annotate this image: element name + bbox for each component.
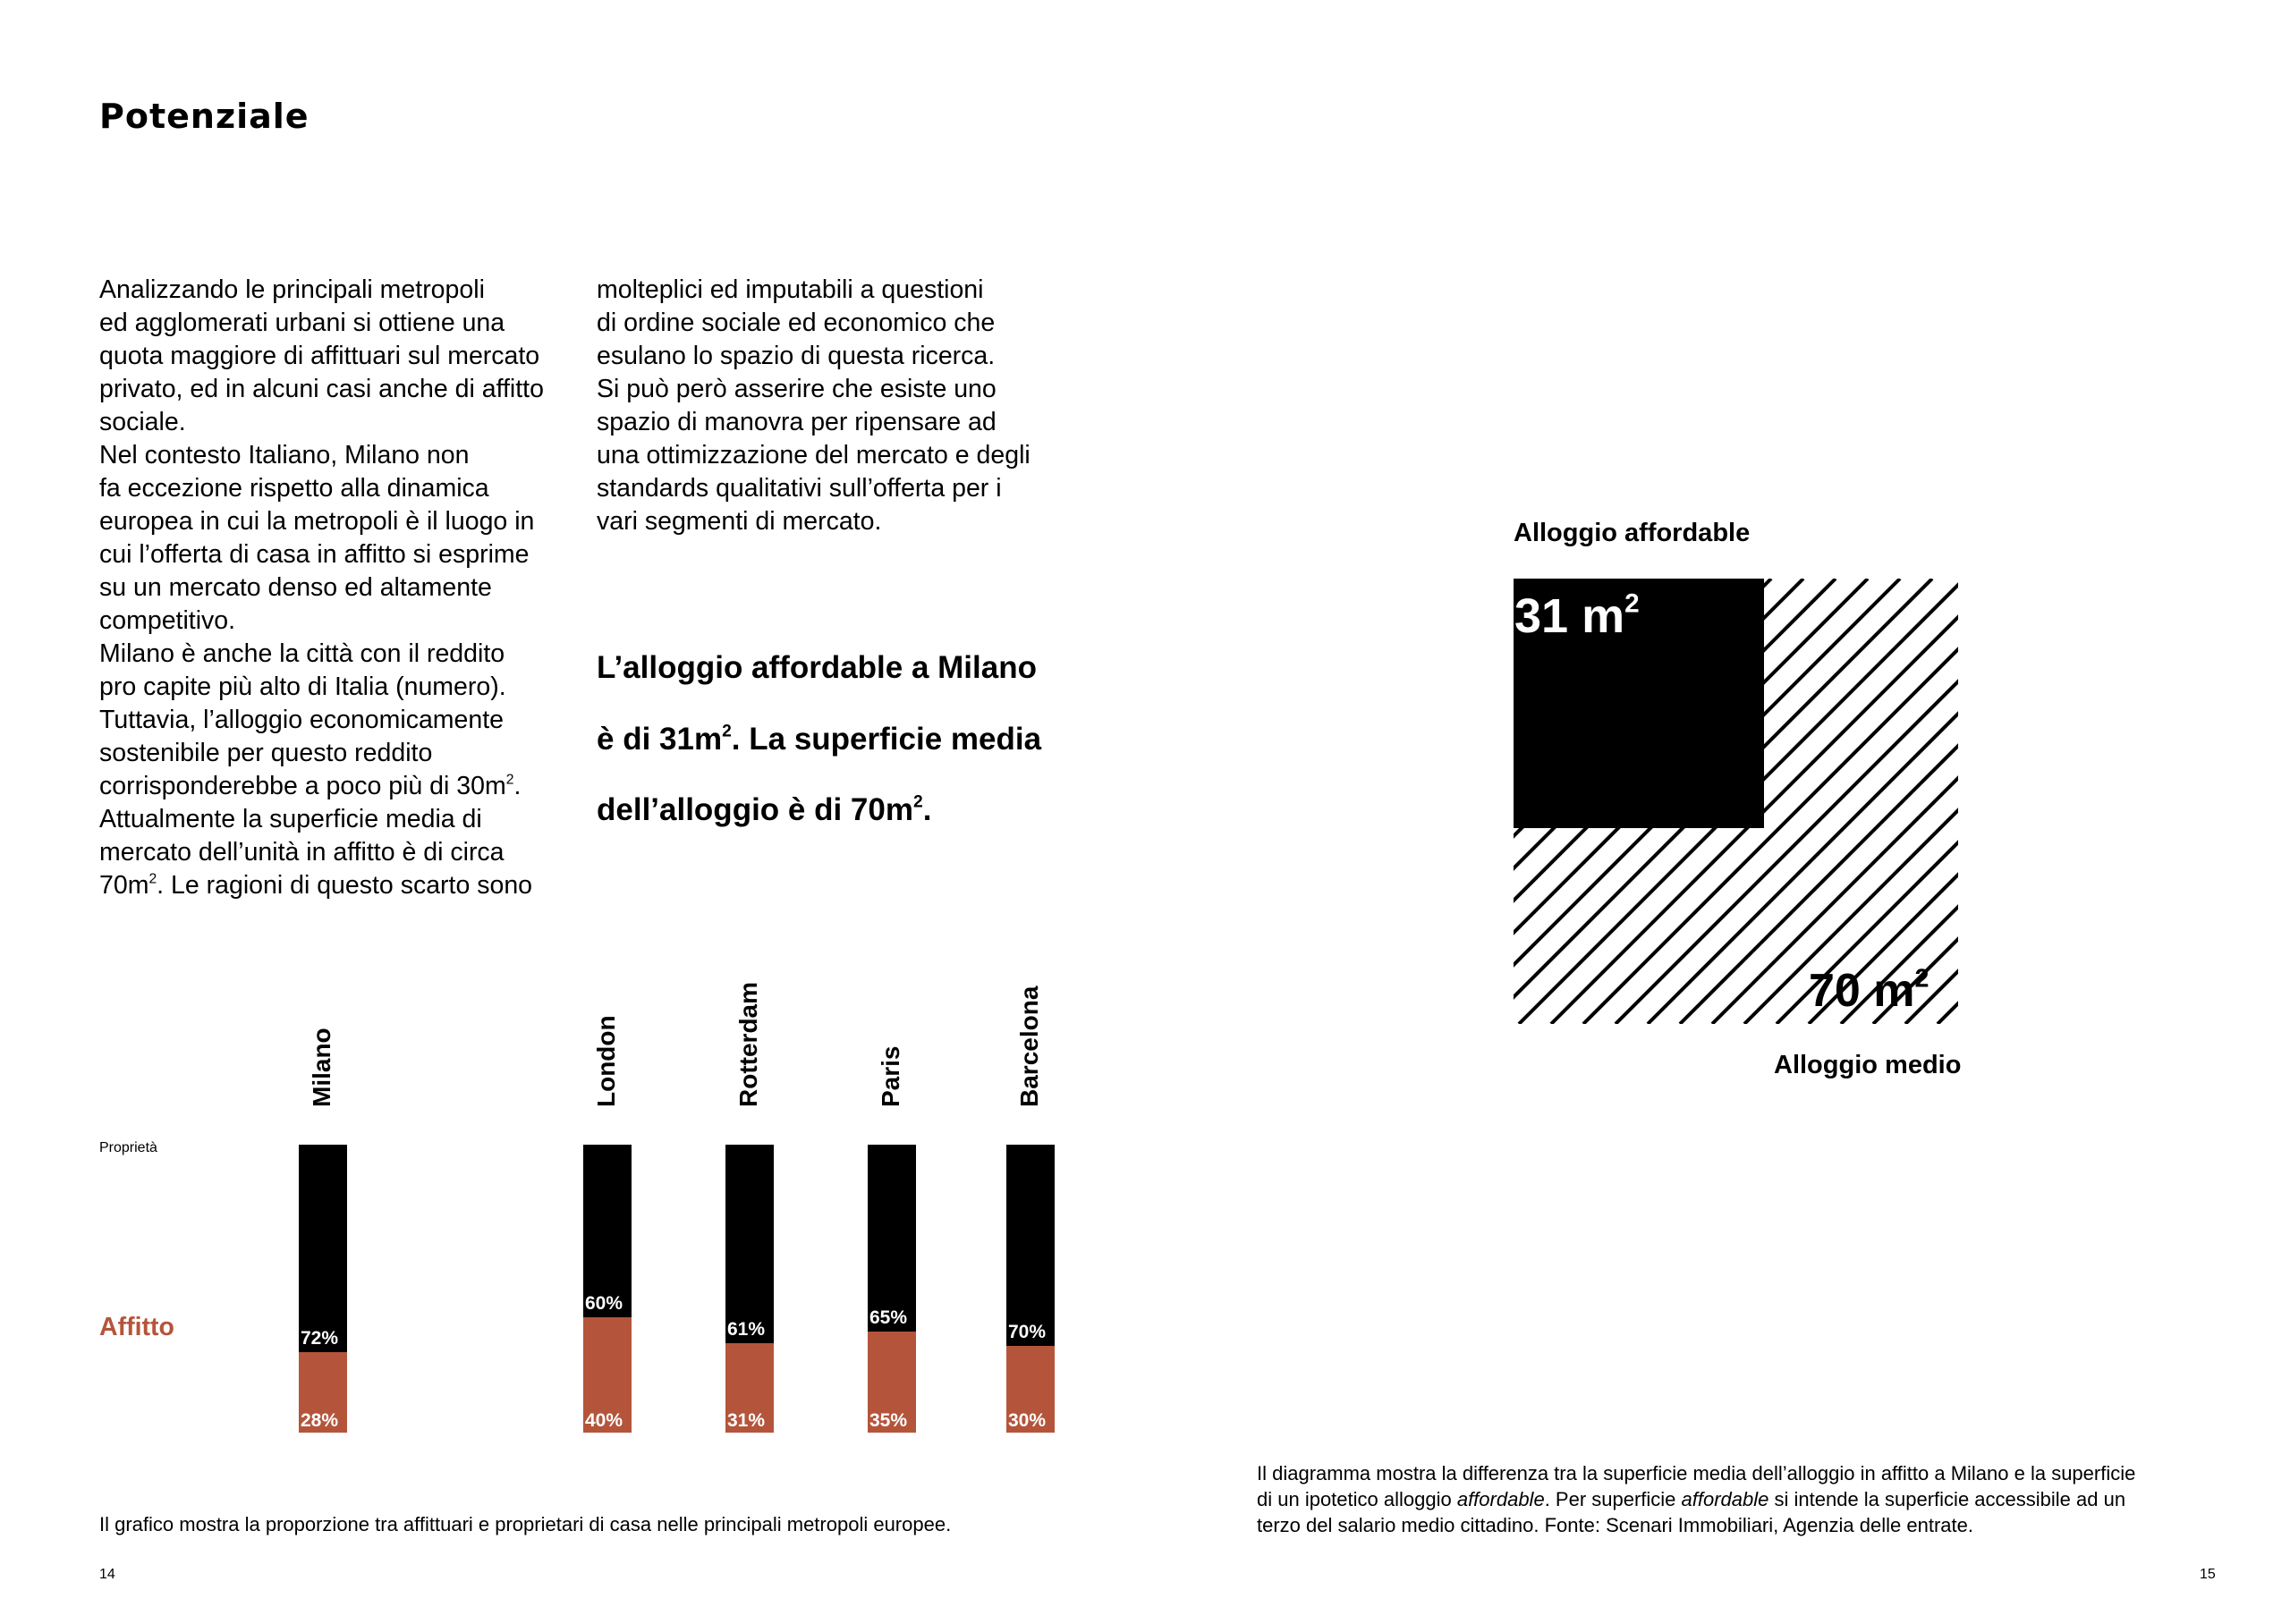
area-diagram-title: Alloggio affordable xyxy=(1514,519,1751,547)
city-label-paris: Paris xyxy=(877,1045,904,1107)
caption-area-diagram xyxy=(1257,1460,2223,1538)
caption-line-3: terzo del salario medio cittadino. Fonte: Scenari Immobiliari, Agenzia delle entrate. xyxy=(1257,1514,1973,1536)
area-comparison-diagram xyxy=(1514,579,1958,1024)
pct-label-affitto-rotterdam: 31% xyxy=(727,1410,766,1431)
affordable-area-label: 31 m xyxy=(1514,589,1625,643)
bar-proprieta-london xyxy=(583,1145,632,1317)
body-text-line: competitivo. xyxy=(99,606,236,635)
caption-text: si intende la superficie accessibile ad un xyxy=(1768,1488,2126,1510)
body-text-line: privato, ed in alcuni casi anche di affitto xyxy=(99,375,544,403)
body-text-line: Nel contesto Italiano, Milano non xyxy=(99,441,470,469)
highlight-line: è di $31m^2$. La superficie media xyxy=(597,721,1042,757)
body-text-line: di ordine sociale ed economico che xyxy=(597,309,996,337)
body-text-line: standards qualitativi sull’offerta per i xyxy=(597,474,1002,503)
legend-label-proprieta: Proprietà xyxy=(99,1140,157,1155)
body-text-line: mercato dell’unità in affitto è di circa xyxy=(99,838,505,867)
city-label-milano: Milano xyxy=(308,1028,335,1107)
city-label-barcelona: Barcelona xyxy=(1015,985,1043,1107)
body-text-line: Milano è anche la città con il reddito xyxy=(99,639,505,668)
caption-text: . Per superficie xyxy=(1544,1488,1682,1510)
body-text-line: sociale. xyxy=(99,408,186,436)
caption-emphasis: affordable xyxy=(1456,1488,1545,1510)
caption-line-1: Il diagramma mostra la differenza tra la superficie media dell’alloggio in affitto a Milano e la superficie xyxy=(1257,1462,2136,1484)
caption-bar-chart: Il grafico mostra la proporzione tra affittuari e proprietari di casa nelle principali metropoli europee. xyxy=(99,1513,952,1535)
city-label-rotterdam: Rotterdam xyxy=(734,981,762,1107)
pct-label-proprieta-barcelona: 70% xyxy=(1008,1322,1047,1343)
average-area-value xyxy=(1809,964,1929,1018)
affordable-area-unit-sup: 2 xyxy=(1624,588,1640,619)
pct-label-proprieta-paris: 65% xyxy=(869,1307,908,1329)
hatch-line xyxy=(1873,579,1958,1024)
body-text-line: vari segmenti di mercato. xyxy=(597,507,882,536)
body-text-line: esulano lo spazio di questa ricerca. xyxy=(597,342,996,370)
body-text-line: ed agglomerati urbani si ottiene una xyxy=(99,309,505,337)
pct-label-affitto-barcelona: 30% xyxy=(1008,1410,1047,1431)
body-text-line: spazio di manovra per ripensare ad xyxy=(597,408,997,436)
body-text-line: cui l’offerta di casa in affitto si esprime xyxy=(99,540,530,569)
body-text-line: su un mercato denso ed altamente xyxy=(99,573,492,602)
pct-label-affitto-paris: 35% xyxy=(869,1410,908,1431)
bar-proprieta-rotterdam xyxy=(725,1145,774,1343)
body-text-line: pro capite più alto di Italia (numero). xyxy=(99,672,506,701)
bar-proprieta-milano xyxy=(299,1145,347,1352)
page-title: Potenziale xyxy=(99,97,310,136)
pct-label-proprieta-rotterdam: 61% xyxy=(727,1319,766,1341)
caption-line-2 xyxy=(1257,1486,2223,1512)
body-text-line: Analizzando le principali metropoli xyxy=(99,275,485,304)
highlight-line: dell’alloggio è di $70m^2$. xyxy=(597,792,932,827)
area-diagram-subtitle: Alloggio medio xyxy=(1774,1051,1962,1079)
body-text-line: fa eccezione rispetto alla dinamica xyxy=(99,474,489,503)
body-text-line: Si può però asserire che esiste uno xyxy=(597,375,997,403)
pct-label-proprieta-milano: 72% xyxy=(301,1327,339,1349)
body-text-line: una ottimizzazione del mercato e degli xyxy=(597,441,1030,469)
bar-proprieta-barcelona xyxy=(1006,1145,1055,1346)
body-text-left-column xyxy=(99,274,582,902)
body-text-line: corrisponderebbe a poco più di $30m^2$. xyxy=(99,772,522,800)
hatch-line xyxy=(1744,579,1958,1024)
pct-label-proprieta-london: 60% xyxy=(585,1293,623,1315)
pct-label-affitto-milano: 28% xyxy=(301,1410,339,1431)
legend-label-affitto: Affitto xyxy=(99,1313,174,1341)
caption-emphasis: affordable xyxy=(1681,1488,1769,1510)
city-label-london: London xyxy=(592,1015,620,1107)
body-text-right-column xyxy=(597,274,1080,538)
average-area-unit-sup: 2 xyxy=(1914,964,1930,994)
highlight-statement xyxy=(597,617,1098,862)
affordable-area-value xyxy=(1514,588,1640,644)
body-text-line: Tuttavia, l’alloggio economicamente xyxy=(99,706,505,734)
pct-label-affitto-london: 40% xyxy=(585,1410,623,1431)
body-text-line: sostenibile per questo reddito xyxy=(99,739,433,767)
bar-proprieta-paris xyxy=(868,1145,916,1332)
body-text-line: $70m^2$. Le ragioni di questo scarto sono xyxy=(99,871,533,900)
body-text-line: Attualmente la superficie media di xyxy=(99,805,482,833)
caption-text: di un ipotetico alloggio xyxy=(1257,1488,1457,1510)
body-text-line: europea in cui la metropoli è il luogo in xyxy=(99,507,535,536)
highlight-line: L’alloggio affordable a Milano xyxy=(597,650,1037,685)
average-area-label: 70 m xyxy=(1809,965,1915,1017)
body-text-line: molteplici ed imputabili a questioni xyxy=(597,275,984,304)
page-number-right: 15 xyxy=(2200,1567,2216,1582)
body-text-line: quota maggiore di affittuari sul mercato xyxy=(99,342,540,370)
page-number-left: 14 xyxy=(99,1567,115,1582)
